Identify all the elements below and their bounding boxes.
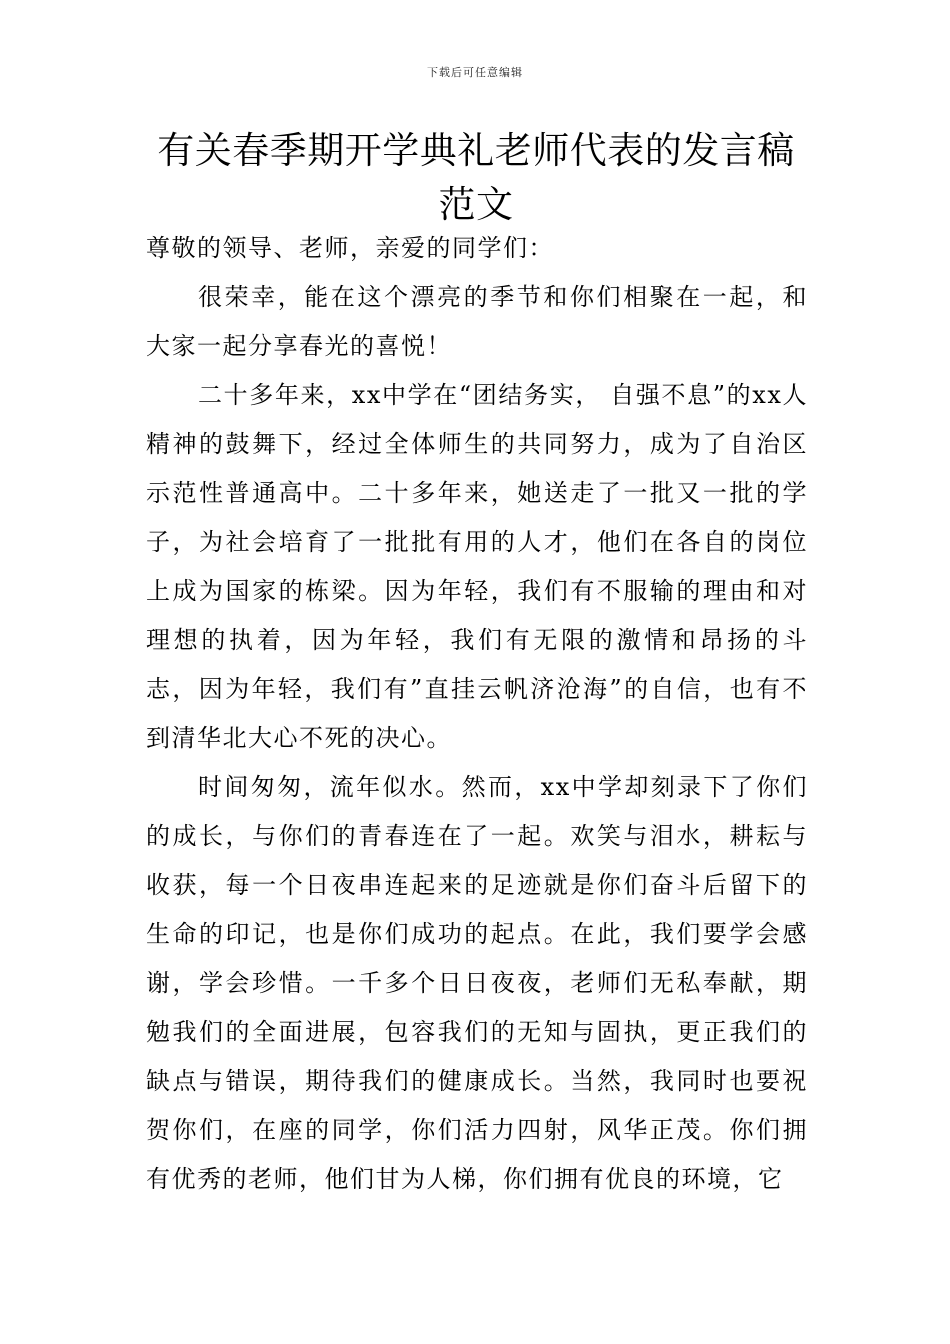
document-body [146,224,808,1204]
paragraph-3: 时间匆匆，流年似水。然而，xx中学却刻录下了你们的成长，与你们的青春连在了一起。欢笑与泪水，耕耘与收获，每一个日夜串连起来的足迹就是你们奋斗后留下的生命的印记，也是你们成功的起点。在此，我们要学会感谢，学会珍惜。一千多个日日夜夜，老师们无私奉献，期勉我们的全面进展，包容我们的无知与固执，更正我们的缺点与错误，期待我们的健康成长。当然，我同时也要祝贺你们，在座的同学，你们活力四射，风华正茂。你们拥有优秀的老师，他们甘为人梯，你们拥有优良的环境，它 [146,773,808,1193]
paragraph-2: 二十多年来，xx中学在“团结务实， 自强不息”的xx人精神的鼓舞下，经过全体师生的共同努力，成为了自治区示范性普通高中。二十多年来，她送走了一批又一批的学子，为社会培育了一批批有用的人才，他们在各自的岗位上成为国家的栋梁。因为年轻，我们有不服输的理由和对理想的执着，因为年轻，我们有无限的激情和昂扬的斗志，因为年轻，我们有”直挂云帆济沧海”的自信，也有不到清华北大心不死的决心。 [146,381,808,752]
paragraph-1: 很荣幸，能在这个漂亮的季节和你们相聚在一起，和大家一起分享春光的喜悦！ [146,283,808,360]
header-note: 下载后可任意编辑 [427,66,523,79]
greeting: 尊敬的领导、老师，亲爱的同学们： [146,234,554,262]
document-title: 有关春季期开学典礼老师代表的发言稿范文 [157,129,795,226]
